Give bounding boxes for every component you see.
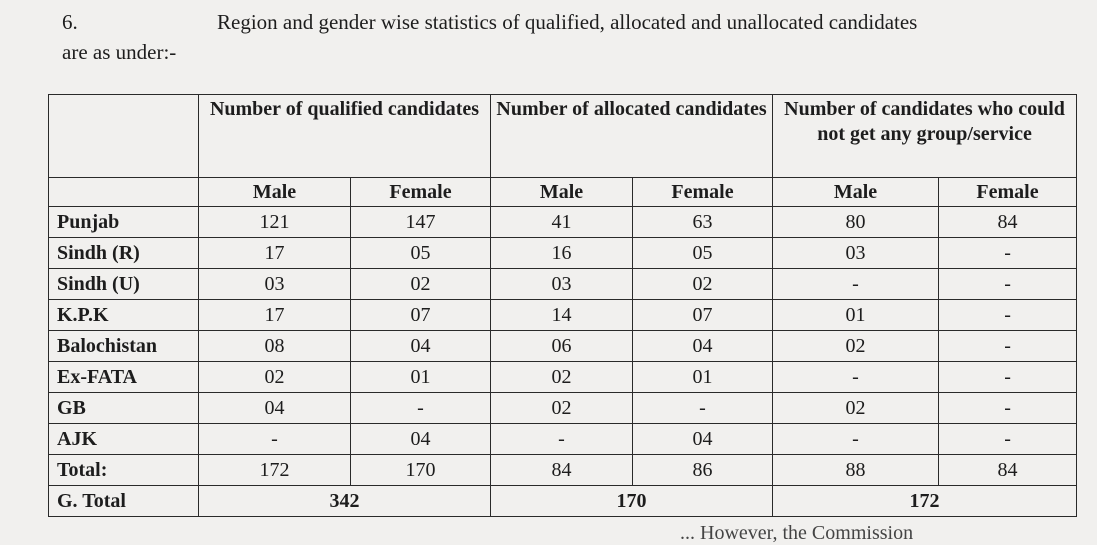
table-cell: 03 xyxy=(199,269,351,300)
paragraph-text: Region and gender wise statistics of qualified, allocated and unallocated candidates xyxy=(217,10,918,34)
header-qualified-female: Female xyxy=(351,178,491,207)
table-cell: 02 xyxy=(773,331,939,362)
grand-total-qualified: 342 xyxy=(199,486,491,517)
paragraph-number: 6. xyxy=(62,10,78,34)
header-allocated-female: Female xyxy=(633,178,773,207)
header-corner xyxy=(49,95,199,178)
table-cell: 121 xyxy=(199,207,351,238)
table-cell: - xyxy=(199,424,351,455)
table-cell: 84 xyxy=(939,207,1077,238)
gender-header-row xyxy=(49,178,1077,207)
total-label: Total: xyxy=(49,455,199,486)
header-corner-sub xyxy=(49,178,199,207)
table-cell: - xyxy=(939,238,1077,269)
total-unallocated-female: 84 xyxy=(939,455,1077,486)
table-cell: - xyxy=(939,300,1077,331)
table-cell: 04 xyxy=(351,424,491,455)
table-row xyxy=(49,362,1077,393)
table-cell: 17 xyxy=(199,300,351,331)
table-cell: - xyxy=(633,393,773,424)
paragraph-line-1 xyxy=(62,8,1072,36)
table-cell: 02 xyxy=(633,269,773,300)
table-row xyxy=(49,393,1077,424)
table-cell: 17 xyxy=(199,238,351,269)
header-qualified: Number of qualified candidates xyxy=(199,95,491,178)
table-cell: 63 xyxy=(633,207,773,238)
header-unallocated-male: Male xyxy=(773,178,939,207)
table-cell: 16 xyxy=(491,238,633,269)
region-label: Balochistan xyxy=(49,331,199,362)
table-cell: 07 xyxy=(351,300,491,331)
table-cell: 08 xyxy=(199,331,351,362)
table-cell: 41 xyxy=(491,207,633,238)
table-cell: 14 xyxy=(491,300,633,331)
paragraph-line-2: are as under:- xyxy=(62,40,177,64)
table-cell: 03 xyxy=(773,238,939,269)
group-header-row xyxy=(49,95,1077,178)
header-unallocated-female: Female xyxy=(939,178,1077,207)
region-label: Sindh (R) xyxy=(49,238,199,269)
table-row xyxy=(49,300,1077,331)
table-row xyxy=(49,269,1077,300)
table-cell: 01 xyxy=(351,362,491,393)
total-qualified-female: 170 xyxy=(351,455,491,486)
table-cell: 02 xyxy=(491,362,633,393)
table-row xyxy=(49,331,1077,362)
table-cell: 04 xyxy=(633,331,773,362)
region-label: Punjab xyxy=(49,207,199,238)
total-allocated-male: 84 xyxy=(491,455,633,486)
table-cell: 02 xyxy=(199,362,351,393)
total-allocated-female: 86 xyxy=(633,455,773,486)
table-cell: 04 xyxy=(633,424,773,455)
table-cell: 05 xyxy=(351,238,491,269)
grand-total-label: G. Total xyxy=(49,486,199,517)
table-cell: 05 xyxy=(633,238,773,269)
table-cell: 02 xyxy=(351,269,491,300)
table-cell: 04 xyxy=(199,393,351,424)
table-cell: - xyxy=(939,362,1077,393)
total-row xyxy=(49,455,1077,486)
table-cell: 01 xyxy=(633,362,773,393)
table-cell: 04 xyxy=(351,331,491,362)
table-row xyxy=(49,424,1077,455)
table-cell: - xyxy=(939,269,1077,300)
table-cell: 06 xyxy=(491,331,633,362)
header-allocated-male: Male xyxy=(491,178,633,207)
table-cell: 80 xyxy=(773,207,939,238)
region-label: Ex-FATA xyxy=(49,362,199,393)
table-cell: - xyxy=(351,393,491,424)
footer-text-fragment: ... However, the Commission xyxy=(680,522,914,544)
region-label: K.P.K xyxy=(49,300,199,331)
table-cell: 03 xyxy=(491,269,633,300)
table-cell: - xyxy=(491,424,633,455)
table-cell: 01 xyxy=(773,300,939,331)
total-unallocated-male: 88 xyxy=(773,455,939,486)
table-row xyxy=(49,207,1077,238)
region-label: GB xyxy=(49,393,199,424)
table-row xyxy=(49,238,1077,269)
table-cell: 147 xyxy=(351,207,491,238)
statistics-table xyxy=(48,94,1077,517)
header-allocated: Number of allocated candidates xyxy=(491,95,773,178)
table-cell: 02 xyxy=(773,393,939,424)
table-cell: - xyxy=(939,424,1077,455)
table-cell: 07 xyxy=(633,300,773,331)
region-label: Sindh (U) xyxy=(49,269,199,300)
table-cell: - xyxy=(773,362,939,393)
grand-total-allocated: 170 xyxy=(491,486,773,517)
table-cell: - xyxy=(939,331,1077,362)
table-cell: - xyxy=(939,393,1077,424)
region-label: AJK xyxy=(49,424,199,455)
header-unallocated: Number of candidates who could not get any group/service xyxy=(773,95,1077,178)
table-cell: - xyxy=(773,424,939,455)
header-qualified-male: Male xyxy=(199,178,351,207)
grand-total-row xyxy=(49,486,1077,517)
table-cell: - xyxy=(773,269,939,300)
grand-total-unallocated: 172 xyxy=(773,486,1077,517)
total-qualified-male: 172 xyxy=(199,455,351,486)
table-cell: 02 xyxy=(491,393,633,424)
